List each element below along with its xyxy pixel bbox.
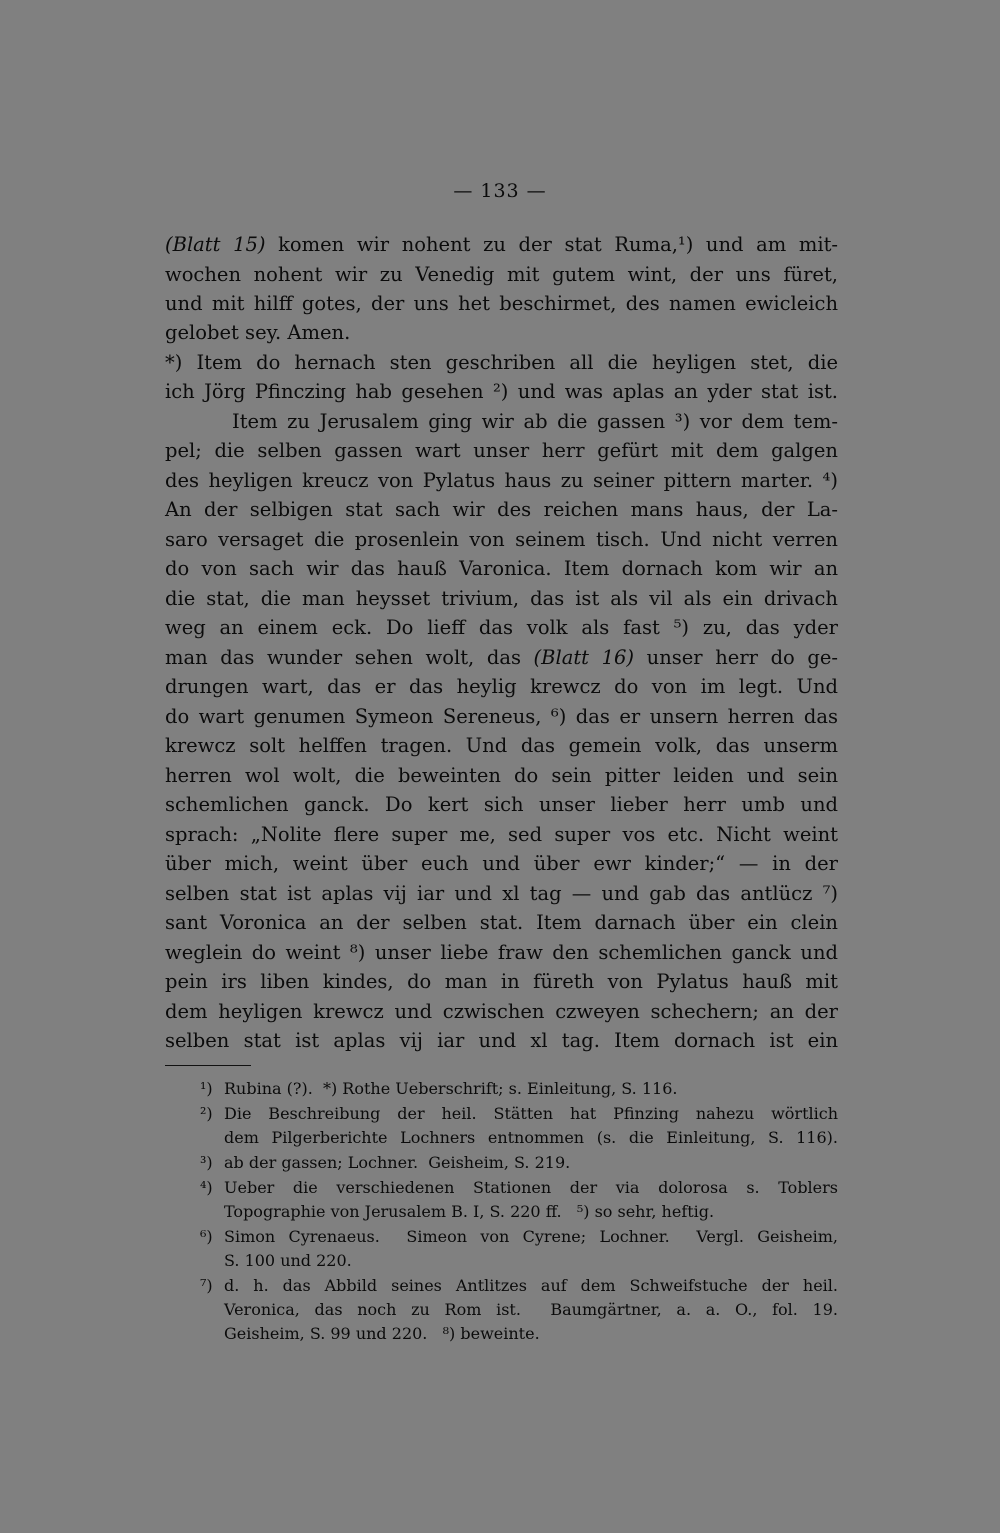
text-line: weglein do weint ⁸) unser liebe fraw den schemlichen ganck und <box>165 941 838 964</box>
text-line: drungen wart, das er das heylig krewcz do von im legt. Und <box>165 675 838 698</box>
text-segment: komen wir nohent zu der stat Ruma,¹) und am mit- <box>265 233 838 256</box>
footnote-text: dem Pilgerberichte Lochners entnommen (s. die Einleitung, S. 116). <box>224 1128 838 1147</box>
text-line: do von sach wir das hauß Varonica. Item dornach kom wir an <box>165 557 838 580</box>
text-line: An der selbigen stat sach wir des reichen mans haus, der La- <box>165 498 838 521</box>
text-line <box>165 230 838 260</box>
text-segment: man das wunder sehen wolt, das <box>165 646 534 669</box>
text-line: sprach: „Nolite flere super me, sed super vos etc. Nicht weint <box>165 823 838 846</box>
text-line: die stat, die man heysset trivium, das ist als vil als ein drivach <box>165 587 838 610</box>
text-line: pein irs liben kindes, do man in füreth von Pylatus hauß mit <box>165 970 838 993</box>
footnote-text: Veronica, das noch zu Rom ist. Baumgärtner, a. a. O., fol. 19. <box>224 1300 838 1319</box>
text-line: schemlichen ganck. Do kert sich unser lieber herr umb und <box>165 793 838 816</box>
page-number: — 133 — <box>453 180 547 202</box>
text-line: herren wol wolt, die beweinten do sein pitter leiden und sein <box>165 764 838 787</box>
footnote-text: S. 100 und 220. <box>224 1251 352 1270</box>
text-line: do wart genumen Symeon Sereneus, ⁶) das er unsern herren das <box>165 705 838 728</box>
text-line: krewcz solt helffen tragen. Und das gemein volk, das unserm <box>165 734 838 757</box>
text-line: sant Voronica an der selben stat. Item darnach über ein clein <box>165 911 838 934</box>
footnote-marker: ⁷) <box>200 1276 213 1295</box>
footnote-marker: ⁴) <box>200 1178 213 1197</box>
text-line: und mit hilff gotes, der uns het beschirmet, des namen ewicleich <box>165 292 838 315</box>
text-line: über mich, weint über euch und über ewr kinder;“ — in der <box>165 852 838 875</box>
footnote-marker: ²) <box>200 1104 213 1123</box>
text-line: des heyligen kreucz von Pylatus haus zu seiner pittern marter. ⁴) <box>165 469 838 492</box>
text-line: ich Jörg Pfinczing hab gesehen ²) und was aplas an yder stat ist. <box>165 380 838 403</box>
footnote-marker: ¹) <box>200 1079 213 1098</box>
text-segment: unser herr do ge- <box>634 646 838 669</box>
footnote-marker: ⁶) <box>200 1227 213 1246</box>
footnote-text: Simon Cyrenaeus. Simeon von Cyrene; Lochner. Vergl. Geisheim, <box>224 1227 838 1246</box>
footnote-text: Ueber die verschiedenen Stationen der via dolorosa s. Toblers <box>224 1178 838 1197</box>
text-line: pel; die selben gassen wart unser herr gefürt mit dem galgen <box>165 439 838 462</box>
text-line: gelobet sey. Amen. <box>165 321 351 344</box>
text-line: *) Item do hernach sten geschriben all die heyligen stet, die <box>165 351 838 374</box>
footnote-text: Geisheim, S. 99 und 220. ⁸) beweinte. <box>224 1324 540 1343</box>
text-line: weg an einem eck. Do lieff das volk als fast ⁵) zu, das yder <box>165 616 838 639</box>
text-line <box>165 643 838 673</box>
folio-marker: (Blatt 15) <box>165 233 266 256</box>
text-line: saro versaget die prosenlein von seinem tisch. Und nicht verren <box>165 528 838 551</box>
footnote-text: d. h. das Abbild seines Antlitzes auf dem Schweifstuche der heil. <box>224 1276 838 1295</box>
footnote-text: ab der gassen; Lochner. Geisheim, S. 219. <box>224 1153 571 1172</box>
text-line: selben stat ist aplas vij iar und xl tag — und gab das antlücz ⁷) <box>165 882 838 905</box>
text-line: Item zu Jerusalem ging wir ab die gassen ³) vor dem tem- <box>232 410 838 433</box>
text-line: wochen nohent wir zu Venedig mit gutem wint, der uns füret, <box>165 263 838 286</box>
text-line: dem heyligen krewcz und czwischen czweyen schechern; an der <box>165 1000 838 1023</box>
footnote-text: Topographie von Jerusalem B. I, S. 220 ff. ⁵) so sehr, heftig. <box>224 1202 715 1221</box>
footnote-divider <box>165 1065 251 1066</box>
folio-marker: (Blatt 16) <box>533 646 635 669</box>
footnote-text: Rubina (?). *) Rothe Ueberschrift; s. Einleitung, S. 116. <box>224 1079 678 1098</box>
footnote-marker: ³) <box>200 1153 213 1172</box>
text-line: selben stat ist aplas vij iar und xl tag. Item dornach ist ein <box>165 1029 838 1052</box>
footnote-text: Die Beschreibung der heil. Stätten hat Pfinzing nahezu wörtlich <box>224 1104 838 1123</box>
